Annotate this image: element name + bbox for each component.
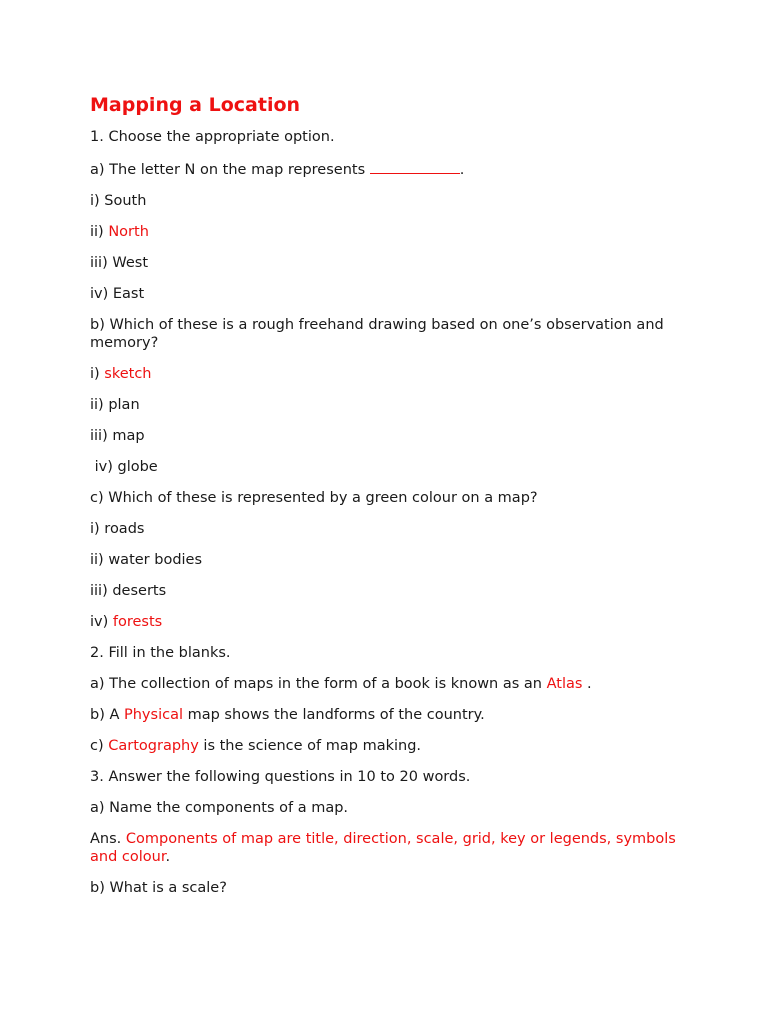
question-3a: a) Name the components of a map.: [90, 800, 349, 816]
option-1a-ii: [90, 223, 680, 241]
question-1a-suffix: .: [459, 162, 465, 178]
option-1b-iv: iv) globe: [90, 459, 158, 475]
question-1a-text: a) The letter N on the map represents: [90, 162, 370, 178]
option-1a-iv: iv) East: [90, 286, 145, 302]
question-2c: [90, 737, 680, 755]
correct-answer: sketch: [104, 366, 152, 382]
option-label: iv): [90, 614, 113, 630]
question-1-heading: 1. Choose the appropriate option.: [90, 129, 335, 145]
answer-blank: [370, 159, 460, 174]
page-title: Mapping a Location: [90, 94, 301, 116]
option-1b-iii: iii) map: [90, 428, 145, 444]
option-label: i): [90, 366, 105, 382]
answer-3a: [90, 830, 680, 866]
question-2b-suffix: map shows the landforms of the country.: [182, 707, 485, 723]
question-3b: b) What is a scale?: [90, 880, 227, 896]
correct-answer: forests: [112, 614, 163, 630]
question-2-heading: 2. Fill in the blanks.: [90, 645, 231, 661]
option-label: ii): [90, 224, 109, 240]
option-1b-i: [90, 365, 680, 383]
fill-answer: Cartography: [108, 738, 199, 754]
question-2b-text: b) A: [90, 707, 124, 723]
answer-label: Ans.: [90, 831, 126, 847]
answer-suffix: .: [165, 849, 171, 865]
option-1a-i: i) South: [90, 193, 147, 209]
option-1a-iii: iii) West: [90, 255, 148, 271]
fill-answer: Physical: [124, 707, 183, 723]
option-1c-ii: ii) water bodies: [90, 552, 203, 568]
question-2a-text: a) The collection of maps in the form of a book is known as an: [90, 676, 547, 692]
fill-answer: Atlas: [546, 676, 583, 692]
option-1b-ii: ii) plan: [90, 397, 140, 413]
question-3-heading: 3. Answer the following questions in 10 to 20 words.: [90, 769, 471, 785]
question-2a: [90, 675, 680, 693]
question-2a-suffix: .: [582, 676, 592, 692]
question-2c-text: c): [90, 738, 109, 754]
question-1a: [90, 159, 680, 179]
question-2c-suffix: is the science of map making.: [198, 738, 422, 754]
worksheet-page: [90, 92, 680, 910]
question-2b: [90, 706, 680, 724]
option-1c-i: i) roads: [90, 521, 145, 537]
option-1c-iv: [90, 613, 680, 631]
option-1c-iii: iii) deserts: [90, 583, 167, 599]
answer-text: Components of map are title, direction, scale, grid, key or legends, symbols and colour: [90, 831, 676, 865]
correct-answer: North: [108, 224, 149, 240]
question-1b: b) Which of these is a rough freehand drawing based on one’s observation and memory?: [90, 317, 664, 351]
question-1c: c) Which of these is represented by a green colour on a map?: [90, 490, 538, 506]
